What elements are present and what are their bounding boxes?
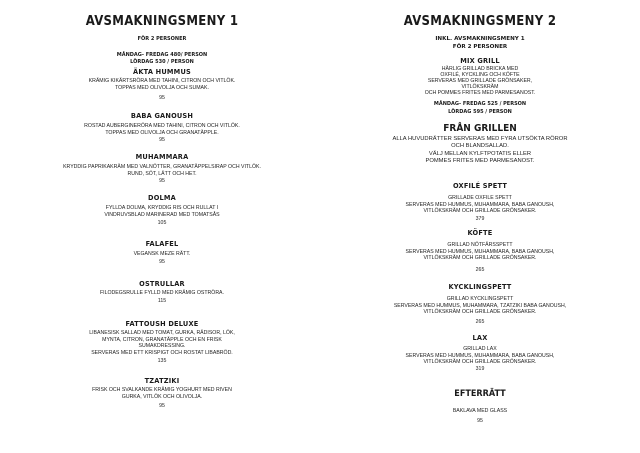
menu-item-name: OSTRULLAR — [139, 280, 185, 288]
menu-item-desc: GRILLAD NÖTFÄRSSPETT SERVERAS MED HUMMUS, MUHAMMARA, BABA GANOUSH, VITLÖKSKRÄM OCH GRILLADE GRÖNSAKER. — [405, 242, 555, 262]
menu-item-name: TZATZIKI — [144, 377, 180, 385]
menu-item-desc: GRILLAD LAX SERVERAS MED HUMMUS, MUHAMMARA, BABA GANOUSH, VITLÖKSKRÄM OCH GRILLADE GRÖNSAKER. — [405, 346, 555, 366]
menu-item-price: 319 — [475, 366, 485, 372]
menu-item-name: ÄKTA HUMMUS — [133, 68, 191, 76]
menu-item-name: KÖFTE — [467, 229, 493, 237]
dessert-price: 95 — [477, 418, 483, 424]
menu-item-desc: ROSTAD AUBERGINERÖRA MED TAHINI, CITRON OCH VITLÖK. TOPPAS MED OLIVOLJA OCH GRANATÄPPLE. — [84, 123, 240, 136]
menu-item-name: MUHAMMARA — [135, 153, 189, 161]
menu-item-name: LAX — [472, 334, 488, 342]
menu-item-desc: LIBANESISK SALLAD MED TOMAT, GURKA, RÄDISOR, LÖK, MYNTA, CITRON, GRANATÄPPLE OCH EN FRISK SUMAKDRESSING. SERVERAS MED ETT KRISPIGT OCH ROSTAT LIBABRÖD. — [89, 330, 235, 356]
menu-item-price: 135 — [157, 358, 167, 364]
menu-item-price: 95 — [159, 259, 165, 265]
menu-item-price: 265 — [475, 319, 485, 325]
menu-item-name: DOLMA — [148, 194, 176, 202]
menu-item-name: FATTOUSH DELUXE — [125, 320, 199, 328]
menu-item-desc: GRILLADE OXFILE SPETT SERVERAS MED HUMMUS, MUHAMMARA, BABA GANOUSH, VITLÖKSKRÄM OCH GRILLADE GRÖNSAKER. — [405, 195, 555, 215]
menu-item-desc: KRYDDIG PAPRIKAKRÄM MED VALNÖTTER, GRANATÄPPELSIRAP OCH VITLÖK. RUND, SÖT, LÄTT OCH HET. — [63, 164, 261, 177]
menu-1-price-saturday: LÖRDAG 530 / PERSON — [130, 59, 194, 65]
menu-item-price: 95 — [159, 178, 165, 184]
menu-item-price: 95 — [159, 95, 165, 101]
menu-2-title: AVSMAKNINGSMENY 2 — [403, 14, 557, 29]
dessert-section-title: EFTERRÄTT — [454, 389, 506, 399]
menu-item-price: 379 — [475, 216, 485, 222]
menu-item-name: BABA GANOUSH — [130, 112, 194, 120]
menu-item-price: 115 — [157, 298, 167, 304]
menu-item-price: 95 — [159, 137, 165, 143]
menu-item-price: 95 — [159, 403, 165, 409]
dessert-desc: BAKLAVA MED GLASS — [452, 408, 508, 414]
menu-2-price-weekday: MÅNDAG- FREDAG 525 / PERSON — [433, 101, 527, 107]
menu-item-price: 105 — [157, 220, 167, 226]
menu-item-desc: GRILLAD KYCKLINGSPETT SERVERAS MED HUMMUS, MUHAMMARA, TZATZIKI BABA GANOUSH, VITLÖKSKRÄM OCH GRILLADE GRÖNSAKER. — [393, 296, 567, 316]
menu-1-persons: FÖR 2 PERSONER — [137, 36, 187, 42]
menu-item-name: KYCKLINGSPETT — [448, 283, 512, 291]
menu-item-name: FALAFEL — [145, 240, 179, 248]
grill-section-title: FRÅN GRILLEN — [443, 123, 517, 134]
menu-item-desc: KRÄMIG KIKÄRTSRÖRA MED TAHINI, CITRON OCH VITLÖK. TOPPAS MED OLIVOLJA OCH SUMAK. — [88, 78, 236, 91]
menu-item-name: OXFILÉ SPETT — [452, 182, 508, 190]
menu-item-desc: VEGANSK MEZE RÄTT. — [133, 251, 191, 257]
menu-item-desc: FRISK OCH SVALKANDE KRÄMIG YOGHURT MED RIVEN GURKA, VITLÖK OCH OLIVOLJA. — [92, 387, 232, 400]
menu-2-persons: FÖR 2 PERSONER — [452, 44, 508, 50]
menu-item-desc: FYLLDA DOLMA, KRYDDIG RIS OCH RULLAT I VINDRUVSBLAD MARINERAD MED TOMATSÅS — [104, 205, 220, 218]
menu-item-name: MIX GRILL — [460, 57, 500, 65]
grill-section-desc: ALLA HUVUDRÄTTER SERVERAS MED FYRA UTSÖKTA RÖROR OCH BLANDSALLAD. VÄLJ MELLAN KYLFTPOTATIS ELLER POMMES FRITES MED PARMESANOST. — [392, 136, 568, 165]
menu-1-title: AVSMAKNINGSMENY 1 — [85, 14, 239, 29]
menu-2-price-saturday: LÖRDAG 595 / PERSON — [448, 109, 512, 115]
menu-item-desc: FILODEGSRULLE FYLLD MED KRÄMIG OSTRÖRA. — [100, 290, 224, 296]
menu-item-price: 265 — [475, 267, 485, 273]
menu-item-desc: HÄRLIG GRILLAD BRICKA MED OXFILÉ, KYCKLING OCH KÖFTE SERVERAS MED GRILLADE GRÖNSAKER, VITLÖKSKRÄM OCH POMMES FRITES MED PARMESANOST. — [424, 66, 536, 96]
menu-1-price-weekday: MÅNDAG- FREDAG 480/ PERSON — [116, 52, 208, 58]
menu-2-includes: INKL. AVSMAKNINGSMENY 1 — [435, 36, 525, 42]
